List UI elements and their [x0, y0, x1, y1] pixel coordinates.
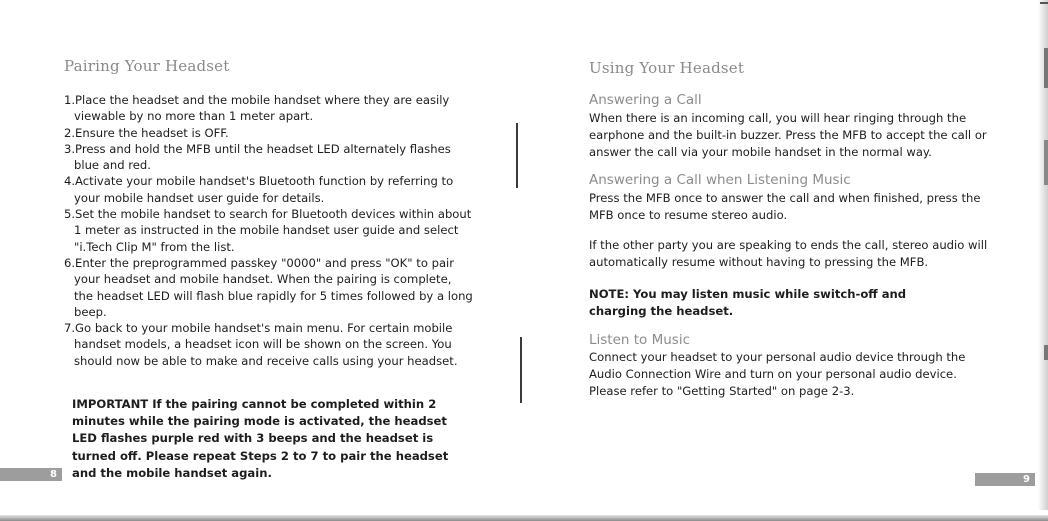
listen-music-text: Connect your headset to your personal audio device through the Audio Connection Wire and turn on your personal audio device. Please refer to "Getting Started" on page 2-3. — [589, 350, 966, 398]
pairing-step: 6.Enter the preprogrammed passkey "0000" and press "OK" to pair your headset and mobile handset. When the pairing is complete, the headset LED will flash blue rapidly for 5 times followed by a long beep. — [64, 255, 473, 319]
pairing-step: 4.Activate your mobile handset's Bluetooth function by referring to your mobile handset user guide for details. — [64, 174, 454, 205]
pairing-step: 5.Set the mobile handset to search for Bluetooth devices within about 1 meter as instructed in the mobile handset user guide and select "i.Tech Clip M" from the list. — [64, 207, 472, 254]
edge-mark-top — [1040, 2, 1048, 4]
note-text: NOTE: You may listen music while switch-off and charging the headset. — [589, 287, 907, 318]
pairing-step: 7.Go back to your mobile handset's main menu. For certain mobile handset models, a headset icon will be shown on the screen. You should now be able to make and receive calls using your headset. — [64, 321, 458, 368]
right-page — [524, 0, 1048, 521]
pairing-steps-list — [64, 92, 474, 369]
page-number-left: 8 — [0, 468, 62, 481]
listening-call-text: Press the MFB once to answer the call and when finished, press the MFB once to resume stereo audio. — [589, 191, 981, 222]
listening-call-title: Answering a Call when Listening Music — [589, 172, 851, 188]
using-heading: Using Your Headset — [589, 59, 745, 77]
answering-call-title: Answering a Call — [589, 92, 702, 108]
pairing-step: 2.Ensure the headset is OFF. — [64, 125, 229, 140]
pairing-heading: Pairing Your Headset — [64, 57, 230, 75]
left-page — [0, 0, 520, 521]
bottom-edge-shadow — [0, 515, 1048, 521]
edge-mark-side-lower — [1044, 345, 1048, 360]
answering-call-text: When there is an incoming call, you will hear ringing through the earphone and the built-in buzzer. Press the MFB to accept the call or answer the call via your mobile handset in the normal way. — [589, 111, 987, 159]
other-party-text: If the other party you are speaking to ends the call, stereo audio will automatically resume without having to pressing the MFB. — [589, 238, 988, 269]
pairing-step: 3.Press and hold the MFB until the headset LED alternately flashes blue and red. — [64, 141, 451, 173]
important-note: IMPORTANT If the pairing cannot be completed within 2 minutes while the pairing mode is activated, the headset LED flashes purple red with 3 beeps and the headset is turned off. Please repeat Steps 2 to 7 to pair the headset and the mobile handset again. — [72, 397, 449, 480]
edge-mark-side-middle — [1044, 140, 1048, 185]
page-number-right: 9 — [975, 473, 1035, 486]
pairing-step: 1.Place the headset and the mobile handset where they are easily viewable by no more than 1 meter apart. — [64, 93, 450, 124]
binding-mark-lower — [520, 337, 522, 403]
binding-mark-upper — [516, 123, 518, 188]
listen-music-title: Listen to Music — [589, 332, 691, 348]
edge-mark-side-upper — [1044, 48, 1048, 88]
